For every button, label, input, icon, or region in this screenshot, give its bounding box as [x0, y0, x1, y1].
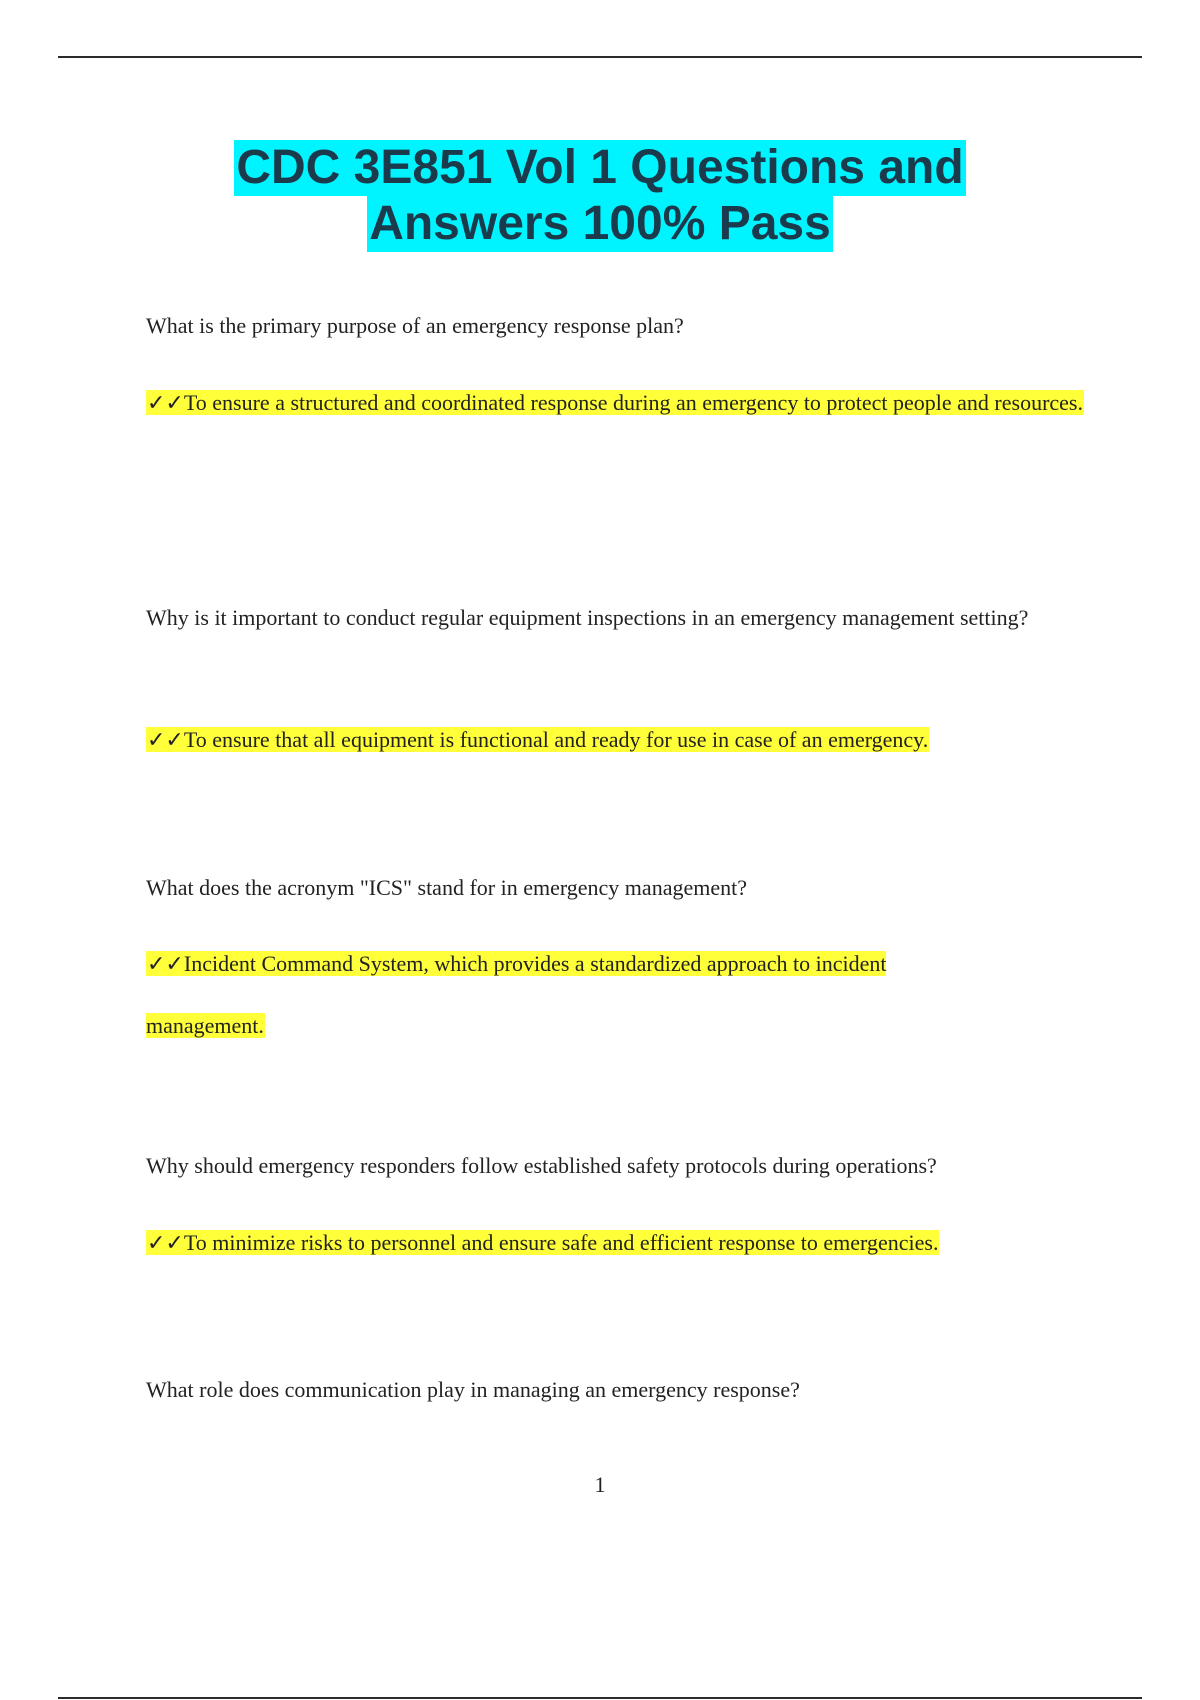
- answer-text: To ensure a structured and coordinated response during an emergency to protect people and resources.: [183, 390, 1083, 415]
- answer-4: [146, 1212, 1076, 1274]
- check-icon: ✓✓: [147, 952, 184, 977]
- top-rule: [58, 56, 1142, 58]
- answer-2: [146, 709, 1076, 771]
- answer-3: [146, 933, 976, 1056]
- question-5: What role does communication play in managing an emergency response?: [146, 1377, 800, 1402]
- bottom-rule: [58, 1697, 1142, 1699]
- answer-1: [146, 372, 1096, 434]
- check-icon: ✓✓: [147, 728, 184, 753]
- question-2: Why is it important to conduct regular equipment inspections in an emergency management setting?: [146, 605, 1029, 630]
- question-4: Why should emergency responders follow established safety protocols during operations?: [146, 1153, 937, 1178]
- page-number: 1: [594, 1472, 606, 1497]
- title-line-2: Answers 100% Pass: [369, 197, 831, 250]
- question-3: What does the acronym "ICS" stand for in emergency management?: [146, 875, 747, 900]
- answer-text: To ensure that all equipment is functional and ready for use in case of an emergency.: [183, 727, 929, 752]
- check-icon: ✓✓: [147, 1231, 184, 1256]
- check-icon: ✓✓: [147, 391, 184, 416]
- question-1: What is the primary purpose of an emergency response plan?: [146, 313, 684, 338]
- answer-text: Incident Command System, which provides a standardized approach to incident management.: [146, 951, 887, 1038]
- title-line-1: CDC 3E851 Vol 1 Questions and: [236, 141, 964, 194]
- document-title: [0, 140, 1200, 252]
- answer-text: To minimize risks to personnel and ensure safe and efficient response to emergencies.: [183, 1230, 939, 1255]
